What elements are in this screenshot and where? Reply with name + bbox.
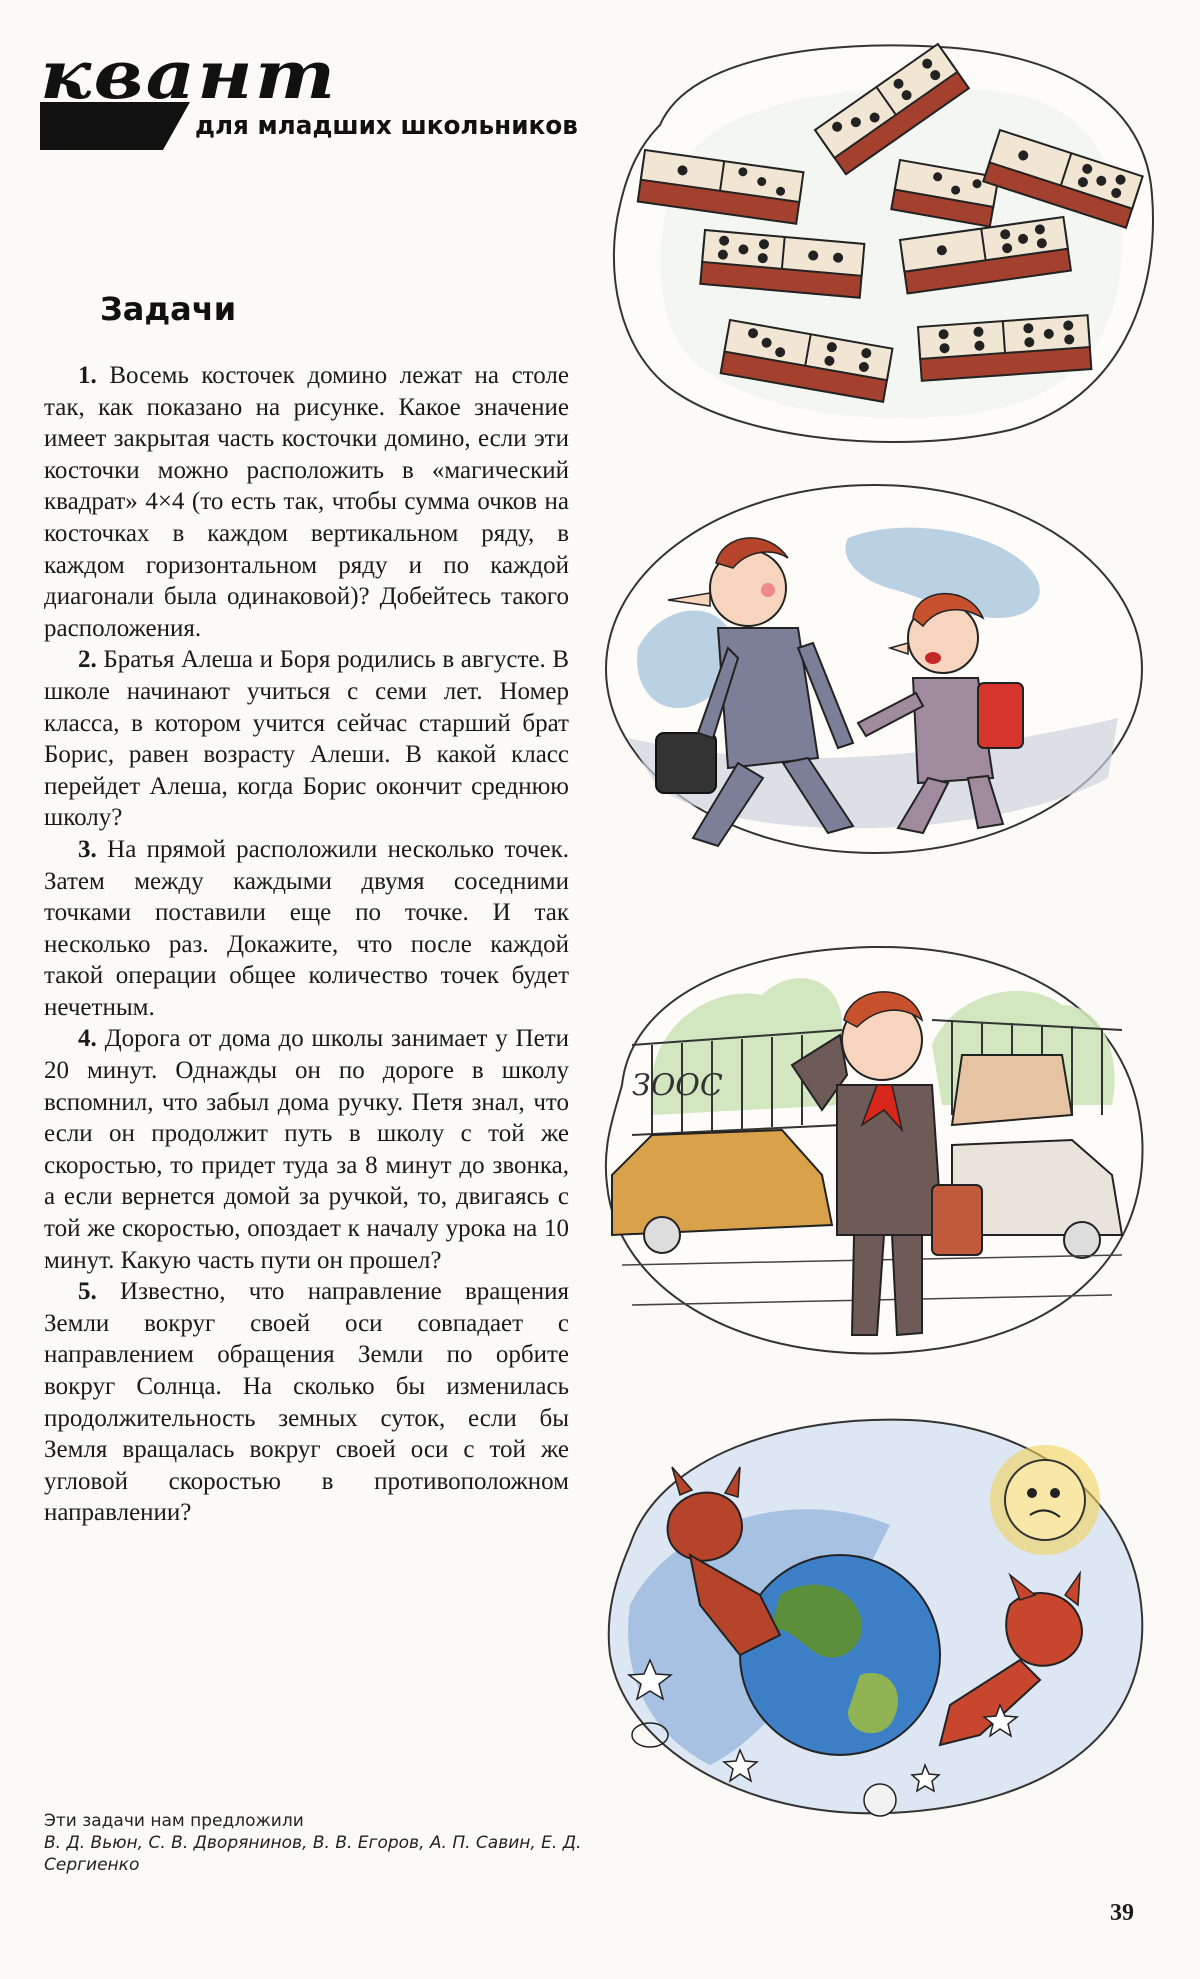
magazine-logo (40, 36, 600, 150)
sun (990, 1445, 1100, 1555)
earth (740, 1555, 940, 1755)
problem-text: Восемь косточек домино лежат на столе так, как показано на рисунке. Какое значение имеет закрытая часть косточки домино, если эти косточки можно расположить в «магический квадрат» 4×4 (то есть так, чтобы сумма очков на косточках в каждом вертикальном ряду, в каждом горизонтальном ряду и по каждой диагонали была одинаковой)? Добейтесь такого расположения. (44, 362, 570, 642)
illustration-boy-road (592, 935, 1150, 1360)
problem-3 (44, 834, 569, 1024)
illustration-brothers (598, 478, 1150, 860)
section-title: Задачи (100, 290, 237, 328)
page-number: 39 (1110, 1900, 1134, 1926)
problem-text: Известно, что направление вращения Земли вокруг своей оси совпадает с направлением обращения Земли по орбите вокруг Солнца. На сколько бы изменилась продолжительность земных суток, если бы Земля вращалась вокруг своей оси с той же угловой скоростью в противоположном направлении? (44, 1278, 570, 1527)
credits (44, 1810, 604, 1876)
problem-2 (44, 644, 569, 834)
problem-number: 2. (78, 646, 97, 674)
problem-number: 1. (78, 362, 97, 389)
logo-subtitle: для младших школьников (195, 111, 578, 141)
logo-title: квант (40, 36, 338, 114)
domino-tile (918, 315, 1091, 381)
illustration-space (590, 1405, 1150, 1817)
problem-number: 4. (78, 1025, 97, 1053)
problem-1 (44, 360, 569, 644)
credits-names: В. Д. Вьюн, С. В. Дворянинов, В. В. Егоров, А. П. Савин, Е. Д. Сергиенко (44, 1833, 582, 1875)
problem-4 (44, 1023, 569, 1276)
problem-text: Братья Алеша и Боря родились в августе. В школе начинают учиться с семи лет. Номер класса, в котором учится сейчас старший брат Борис, равен возрасту Алеши. В какой класс перейдет Алеша, когда Борис окончит среднюю школу? (44, 646, 569, 832)
scene-sign: ЗООС (632, 1068, 723, 1103)
problems-text (44, 360, 569, 1529)
problem-5 (44, 1276, 569, 1529)
problem-number: 5. (78, 1278, 97, 1306)
moon (864, 1784, 896, 1816)
credits-intro: Эти задачи нам предложили (44, 1811, 304, 1831)
problem-number: 3. (78, 835, 97, 863)
problem-text: На прямой расположили несколько точек. Затем между каждыми двумя соседними точками поставили еще по точке. И так несколько раз. Докажите, что после каждой такой операции общее количество точек будет нечетным. (44, 835, 570, 1021)
illustration-dominoes (600, 35, 1160, 445)
problem-text: Дорога от дома до школы занимает у Пети 20 минут. Однажды он по дороге в школу вспомнил, что забыл дома ручку. Петя знал, что если он продолжит путь в школу с той же скоростью, то придет туда за 8 минут до звонка, а если вернется домой за ручкой, то, двигаясь с той же скоростью, опоздает к началу урока на 10 минут. Какую часть пути он прошел? (44, 1025, 570, 1274)
